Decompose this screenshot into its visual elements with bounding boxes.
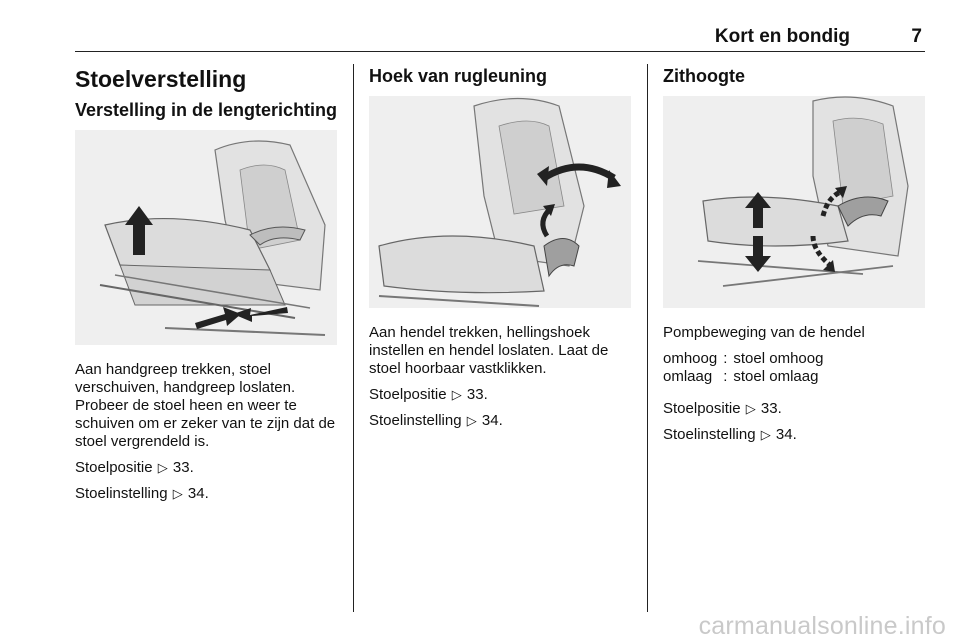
column-1 <box>75 64 343 511</box>
definition-row <box>663 368 823 386</box>
page-number: 7 <box>911 26 922 47</box>
definition-term: omhoog <box>663 350 718 367</box>
xref-page[interactable]: 34. <box>775 426 797 443</box>
definition-description: stoel omhoog <box>733 350 824 367</box>
seat-height-illustration <box>663 96 925 308</box>
definition-separator: : <box>723 368 728 385</box>
subsection-title: Hoek van rugleuning <box>369 66 548 86</box>
column-divider-1 <box>353 64 354 612</box>
xref-page[interactable]: 34. <box>187 485 209 502</box>
cross-reference-arrow-icon: ▷ <box>172 486 183 501</box>
xref-label: Stoelpositie <box>663 400 741 417</box>
body-paragraph: Pompbeweging van de hendel <box>663 324 865 341</box>
xref-page[interactable]: 33. <box>760 400 782 417</box>
xref-page[interactable]: 33. <box>466 386 488 403</box>
cross-reference <box>369 386 637 404</box>
subsection-title: Zithoogte <box>663 66 745 86</box>
cross-reference <box>75 459 343 477</box>
body-paragraph: Aan handgreep trekken, stoel verschuiven, handgreep loslaten. Probeer de stoel heen en weer te schuiven om er zeker van te zijn dat de stoel vergrendeld is. <box>75 361 336 450</box>
xref-label: Stoelinstelling <box>663 426 756 443</box>
cross-reference-arrow-icon: ▷ <box>760 427 771 442</box>
seat-longitudinal-illustration <box>75 130 337 345</box>
column-divider-2 <box>647 64 648 612</box>
cross-reference-arrow-icon: ▷ <box>745 401 756 416</box>
column-3 <box>663 64 931 452</box>
definition-description: stoel omlaag <box>733 368 819 385</box>
cross-reference <box>663 400 931 418</box>
cross-reference-arrow-icon: ▷ <box>157 460 168 475</box>
header-rule <box>75 51 925 52</box>
cross-reference <box>663 426 931 444</box>
seat-backrest-angle-illustration <box>369 96 631 308</box>
xref-page[interactable]: 34. <box>481 412 503 429</box>
cross-reference-arrow-icon: ▷ <box>451 387 462 402</box>
cross-reference <box>369 412 637 430</box>
definition-term: omlaag <box>663 368 713 385</box>
definition-separator: : <box>723 350 728 367</box>
watermark: carmanualsonline.info <box>698 612 946 640</box>
definition-row <box>663 350 823 368</box>
definition-list <box>663 350 823 386</box>
xref-label: Stoelpositie <box>75 459 153 476</box>
xref-label: Stoelpositie <box>369 386 447 403</box>
xref-label: Stoelinstelling <box>75 485 168 502</box>
xref-label: Stoelinstelling <box>369 412 462 429</box>
xref-page[interactable]: 33. <box>172 459 194 476</box>
section-title: Stoelverstelling <box>75 66 247 92</box>
column-2 <box>369 64 637 438</box>
cross-reference-arrow-icon: ▷ <box>466 413 477 428</box>
cross-reference <box>75 485 343 503</box>
page-header-title: Kort en bondig <box>714 26 850 47</box>
body-paragraph: Aan hendel trekken, hellingshoek instellen en hendel loslaten. Laat de stoel hoorbaar vastklikken. <box>369 324 609 377</box>
subsection-title: Verstelling in de lengterichting <box>75 100 338 120</box>
